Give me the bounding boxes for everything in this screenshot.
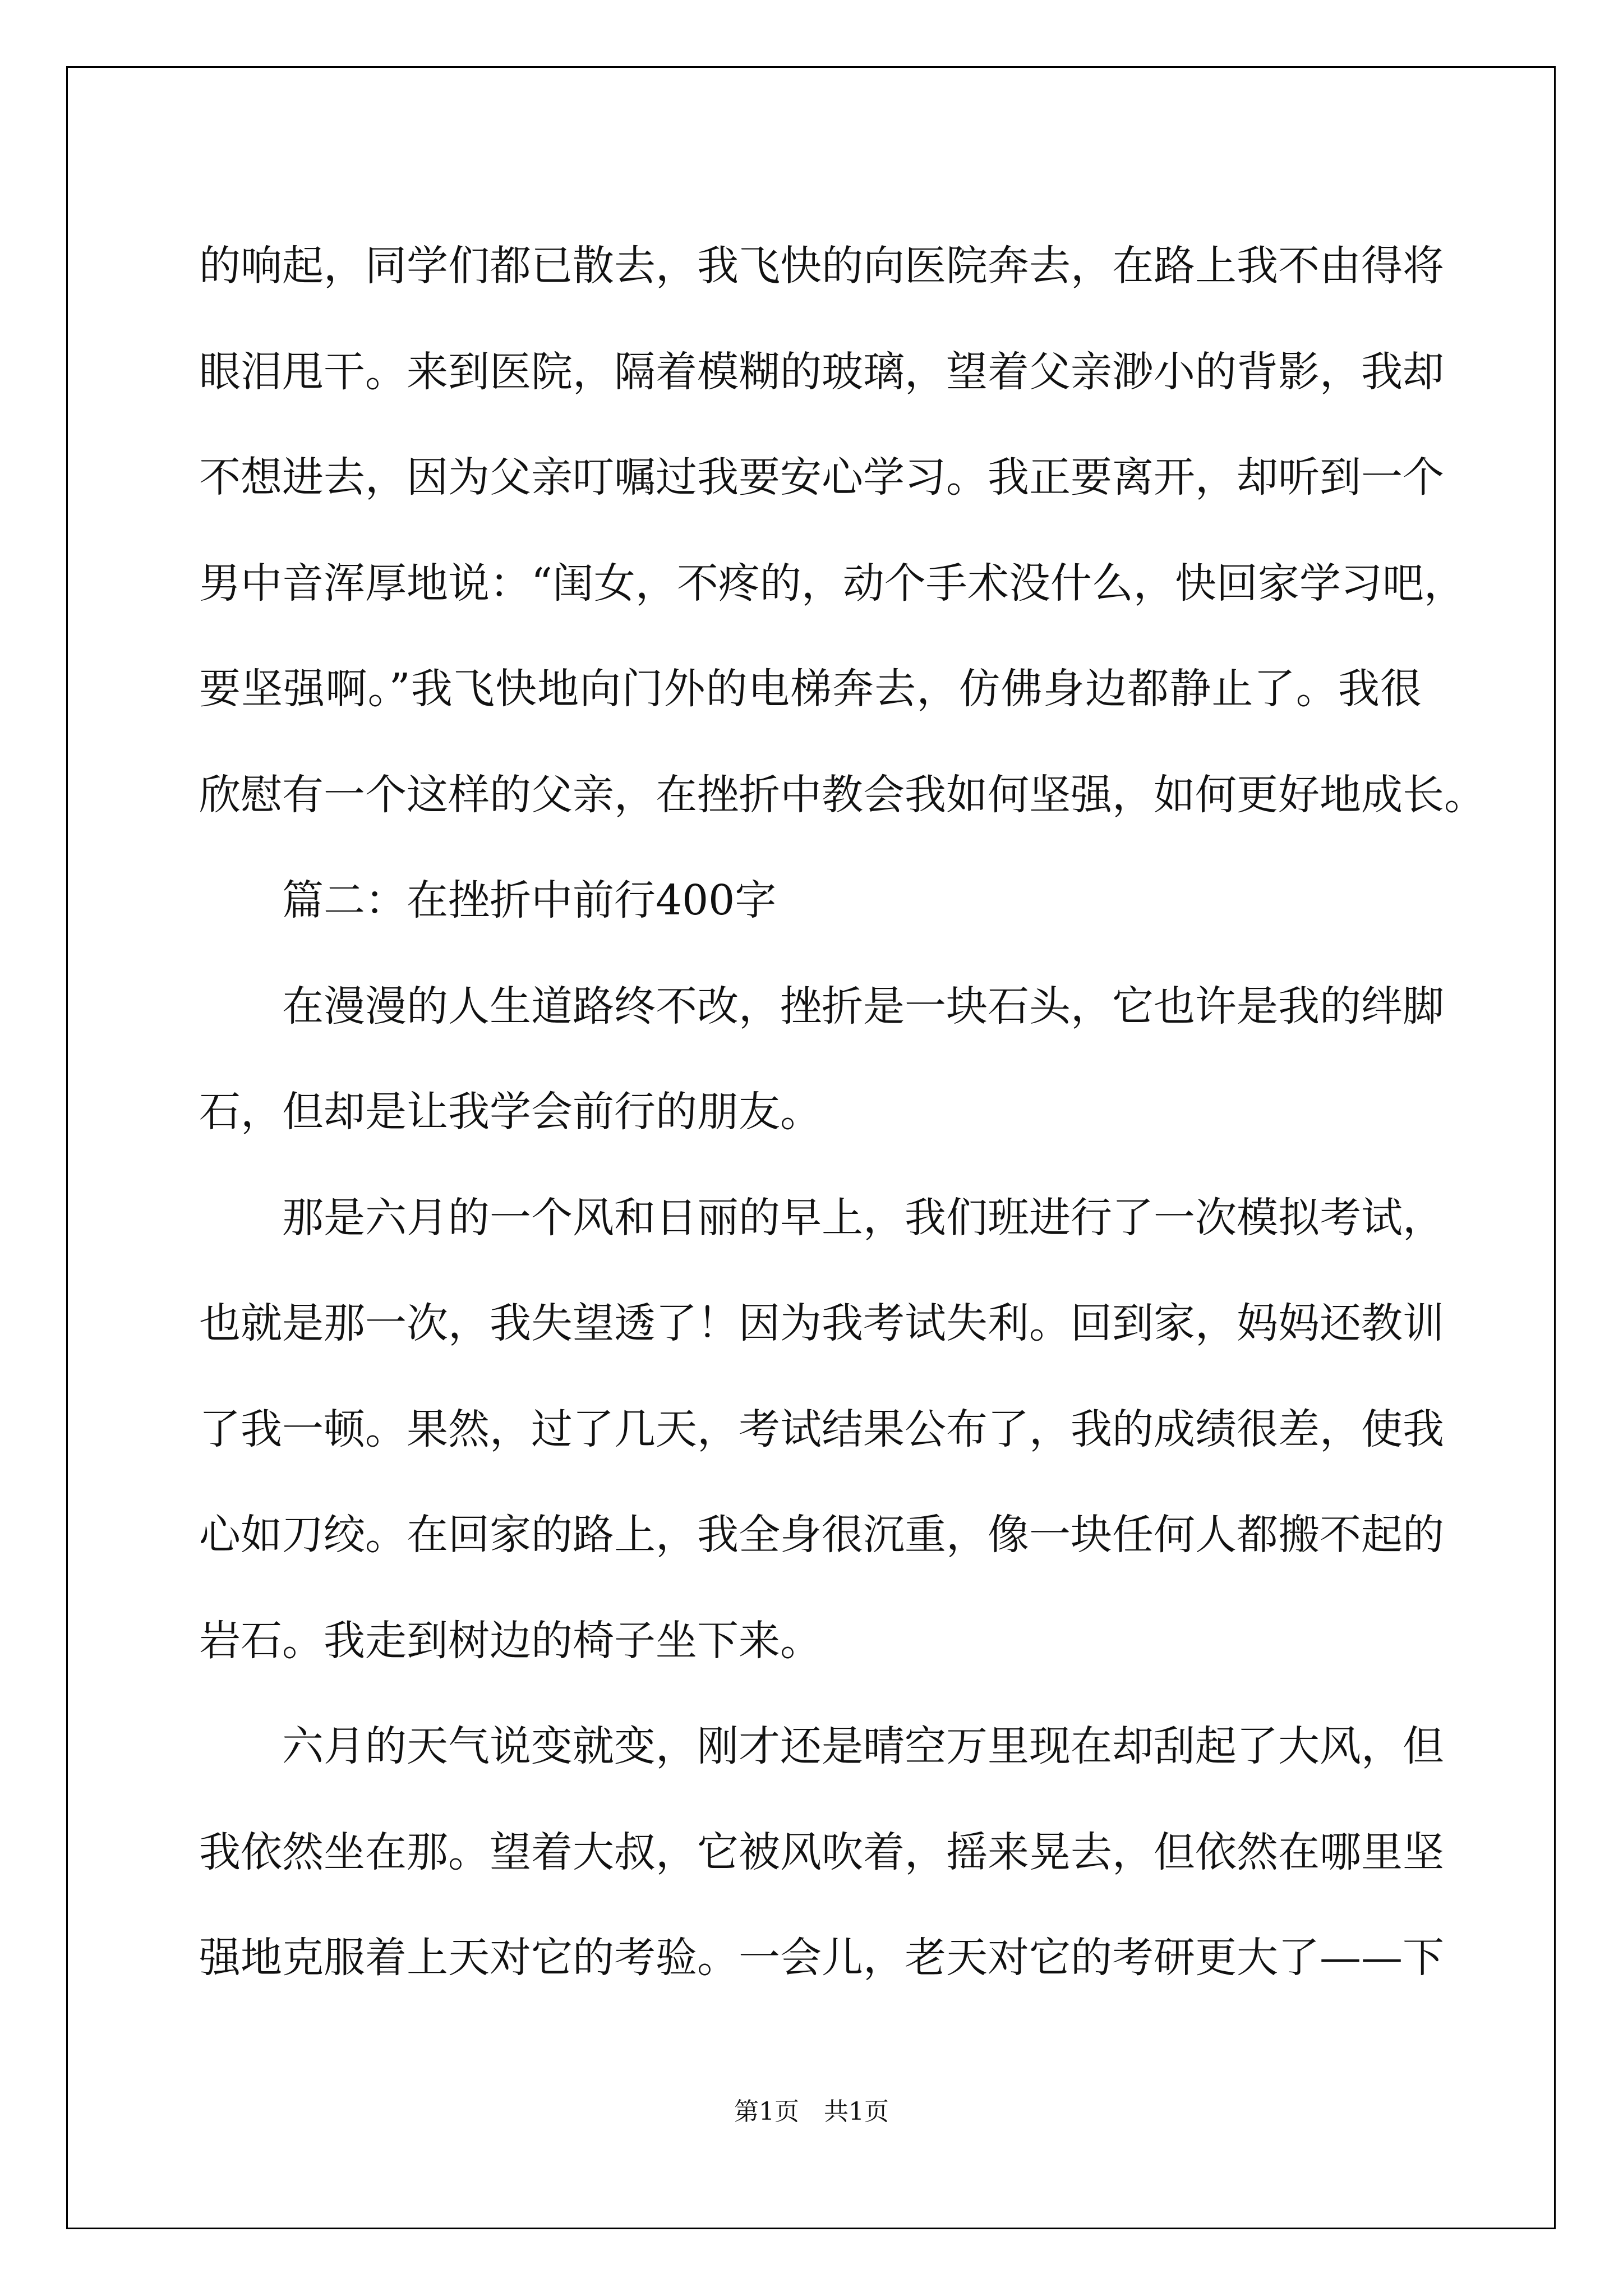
text-line: 的响起，同学们都已散去，我飞快的向医院奔去，在路上我不由得将	[199, 242, 1444, 290]
text-line: 强地克服着上天对它的考验。一会儿，老天对它的考研更大了——下	[199, 1934, 1444, 1982]
text-line: 在漫漫的人生道路终不改，挫折是一块石头，它也许是我的绊脚	[282, 982, 1444, 1030]
text-line: 也就是那一次，我失望透了！因为我考试失利。回到家，妈妈还教训	[199, 1299, 1444, 1347]
text-line: 了我一顿。果然，过了几天，考试结果公布了，我的成绩很差，使我	[199, 1405, 1444, 1453]
text-line: 不想进去，因为父亲叮嘱过我要安心学习。我正要离开，却听到一个	[199, 453, 1444, 501]
text-line: 要坚强啊。”我飞快地向门外的电梯奔去，仿佛身边都静止了。我很	[199, 665, 1422, 713]
page-number-footer: 第1页 共1页	[734, 2097, 889, 2126]
text-line: 男中音浑厚地说：“闺女，不疼的，动个手术没什么，快回家学习吧，	[199, 559, 1465, 608]
text-line: 岩石。我走到树边的椅子坐下来。	[199, 1616, 822, 1665]
text-line: 眼泪甩干。来到医院，隔着模糊的玻璃，望着父亲渺小的背影，我却	[199, 347, 1444, 396]
text-line: 那是六月的一个风和日丽的早上，我们班进行了一次模拟考试，	[282, 1193, 1444, 1242]
text-line: 石，但却是让我学会前行的朋友。	[199, 1088, 822, 1136]
document-body	[199, 213, 1486, 2011]
text-line: 我依然坐在那。望着大叔，它被风吹着，摇来晃去，但依然在哪里坚	[199, 1828, 1444, 1876]
text-line: 心如刀绞。在回家的路上，我全身很沉重，像一块任何人都搬不起的	[199, 1511, 1444, 1559]
text-line: 六月的天气说变就变，刚才还是晴空万里现在却刮起了大风，但	[282, 1722, 1444, 1770]
section-heading: 篇二：在挫折中前行400字	[282, 876, 777, 924]
text-line: 欣慰有一个这样的父亲，在挫折中教会我如何坚强，如何更好地成长。	[199, 770, 1486, 819]
